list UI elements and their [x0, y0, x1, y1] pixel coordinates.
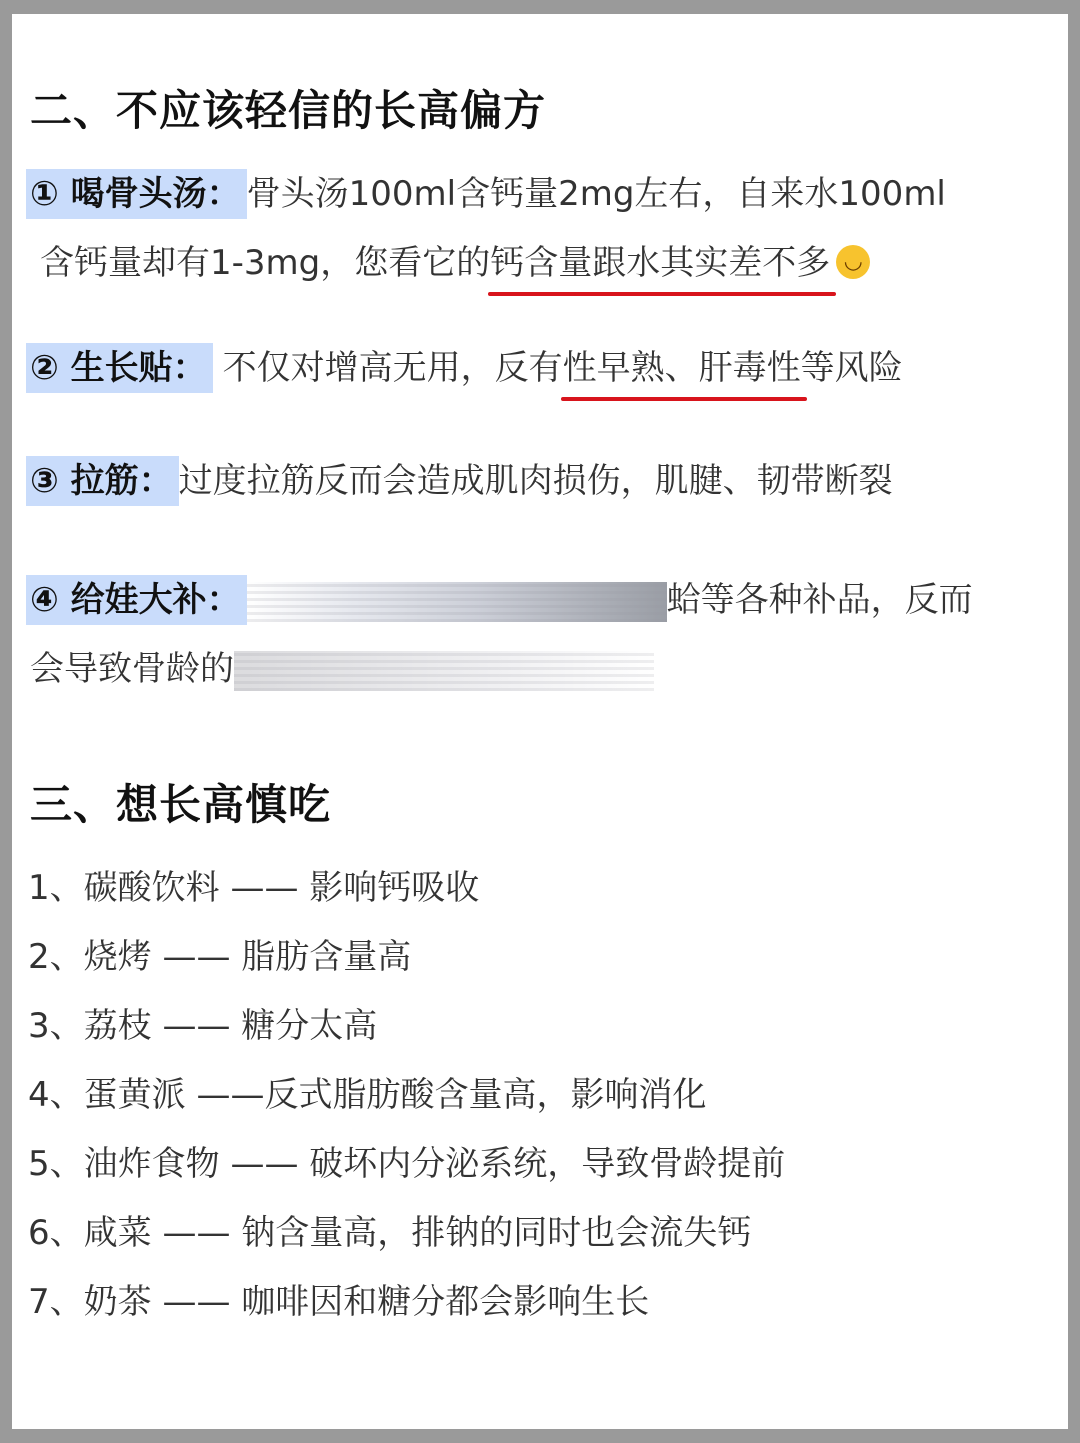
section-heading-foods-to-avoid: 三、想长高慎吃 — [30, 780, 332, 829]
remedy-bone-soup-text2: 含钙量却有1-3mg，您看它的 — [40, 243, 491, 283]
remedy-supplements-line2 — [30, 644, 654, 694]
remedy-stretching-text: 过度拉筋反而会造成肌肉损伤，肌腱、韧带断裂 — [178, 461, 893, 501]
remedy-bone-soup-underlined: 钙含量跟水其实差不多 — [490, 238, 830, 288]
remedy-supplements-text2: 会导致骨龄的 — [30, 649, 234, 689]
remedy-bone-soup-line2 — [40, 238, 870, 288]
article-page — [12, 14, 1068, 1429]
blurred-redaction-2 — [234, 651, 654, 691]
remedy-growth-patch-text-post: 等风险 — [800, 348, 903, 388]
remedy-growth-patch-text-pre: 不仅对增高无用，反有 — [222, 348, 563, 388]
remedy-supplements-tag: ④ 给娃大补： — [26, 575, 247, 625]
upside-down-face-icon: ◡ — [836, 245, 870, 279]
remedy-supplements-line1 — [26, 575, 973, 625]
list-item: 6、咸菜 —— 钠含量高，排钠的同时也会流失钙 — [28, 1213, 752, 1253]
list-item: 7、奶茶 —— 咖啡因和糖分都会影响生长 — [28, 1282, 650, 1322]
remedy-growth-patch-tag: ② 生长贴： — [26, 343, 213, 393]
remedy-stretching — [26, 456, 893, 506]
remedy-growth-patch-underlined: 性早熟、肝毒性 — [563, 343, 801, 393]
blurred-redaction — [247, 582, 667, 622]
list-item: 3、荔枝 —— 糖分太高 — [28, 1006, 378, 1046]
list-item: 5、油炸食物 —— 破坏内分泌系统，导致骨龄提前 — [28, 1144, 786, 1184]
list-item: 4、蛋黄派 ——反式脂肪酸含量高，影响消化 — [28, 1075, 707, 1115]
list-item: 1、碳酸饮料 —— 影响钙吸收 — [28, 868, 480, 908]
remedy-bone-soup-text1: 骨头汤100ml含钙量2mg左右，自来水100ml — [246, 174, 946, 214]
remedy-growth-patch — [26, 343, 903, 393]
remedy-supplements-text1: 蛤等各种补品，反而 — [666, 580, 973, 620]
list-item: 2、烧烤 —— 脂肪含量高 — [28, 937, 412, 977]
section-heading-unreliable-remedies: 二、不应该轻信的长高偏方 — [30, 86, 547, 135]
remedy-bone-soup-tag: ① 喝骨头汤： — [26, 169, 247, 219]
remedy-bone-soup-line1 — [26, 169, 946, 219]
remedy-stretching-tag: ③ 拉筋： — [26, 456, 179, 506]
